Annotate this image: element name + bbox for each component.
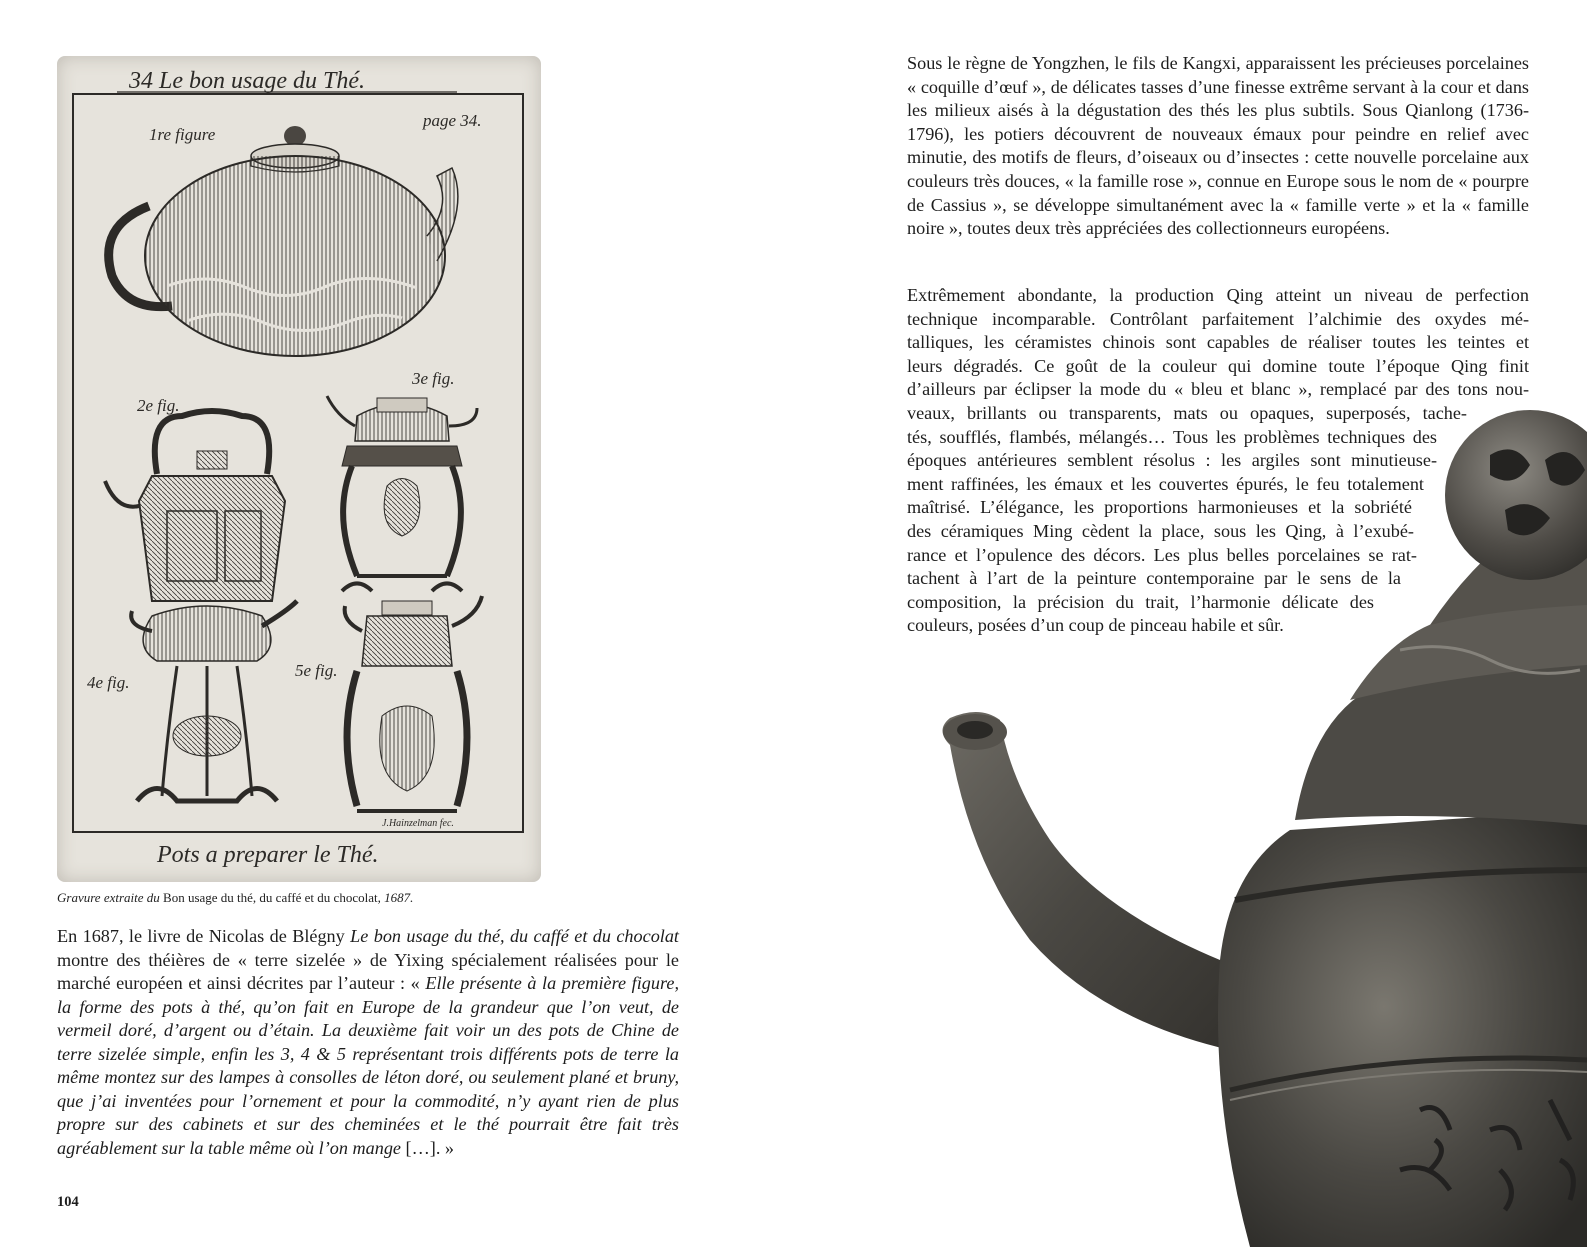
right-paragraph-2 (907, 284, 1529, 638)
engraving-fig4-label: 4e fig. (87, 673, 130, 692)
engraving-fig1-label: 1re figure (149, 125, 216, 144)
right-paragraph-2-line: veaux, brillants ou transparents, mats ou opaques, superposés, tache- (907, 402, 1467, 423)
right-paragraph-2-line: talliques, les céramistes chinois sont capables de réaliser toutes les teintes et (907, 332, 1529, 353)
right-paragraph-2-line: technique incomparable. Contrôlant parfaitement l’alchimie des oxydes mé- (907, 308, 1529, 329)
teapot-figure-1 (109, 126, 458, 356)
left-paragraph (57, 925, 679, 1160)
caption-prefix: Gravure extraite du (57, 890, 160, 905)
engraving-signature: J.Hainzelman fec. (382, 818, 454, 829)
engraving-fig3-label: 3e fig. (412, 369, 455, 388)
right-paragraph-1: Sous le règne de Yongzhen, le fils de Kangxi, apparaissent les précieuses porcelaines « coquille d’œuf », de délicates tasses d’une finesse extrême servant à la cour et dans les milieux aisés à la dégustation des thés les plus subtils. Sous Qianlong (1736-1796), les potiers découvrent de nouveaux émaux pour peindre en relief avec minutie, des motifs de fleurs, d’oiseaux ou d’insectes : cette nouvelle porcelaine aux couleurs très douces, « la famille rose », connue en Europe sous le nom de « pourpre de Cassius », se développe simultanément avec la « famille verte » et la « famille noire », toutes deux très appréciées des collectionneurs européens. (907, 53, 1529, 239)
left-paragraph-intro: En 1687, le livre de Nicolas de Blégny (57, 926, 351, 946)
teapot-figure-5 (345, 596, 482, 811)
caption-suffix: , 1687. (377, 890, 414, 905)
engraving-footer: Pots a preparer le Thé. (157, 842, 379, 868)
teapot-figure-2 (105, 411, 285, 601)
right-paragraph-2-line: des céramiques Ming cèdent la place, sous les Qing, à l’exubé- (907, 520, 1414, 541)
engraving-fig5-label: 5e fig. (295, 661, 338, 680)
right-paragraph-2-line: composition, la précision du trait, l’harmonie délicate des (907, 591, 1374, 612)
right-paragraph-2-line: tachent à l’art de la peinture contemporaine par le sens de la (907, 568, 1401, 589)
right-paragraph-2-line: Extrêmement abondante, la production Qing atteint un niveau de perfection (907, 285, 1529, 305)
engraving-page-label: page 34. (423, 111, 482, 130)
page-number: 104 (57, 1194, 79, 1210)
right-paragraph-2-line: rance et l’opulence des décors. Les plus belles porcelaines se rat- (907, 544, 1417, 565)
left-paragraph-end: […]. » (400, 1137, 455, 1158)
engraving-header: 34 Le bon usage du Thé. (129, 68, 365, 94)
right-paragraph-2-line: époques antérieures semblent résolus : les argiles sont minutieuse- (907, 450, 1437, 471)
right-paragraph-2-line: couleurs, posées d’un coup de pinceau habile et sûr. (907, 615, 1284, 636)
teapot-figure-4 (131, 601, 297, 801)
left-paragraph-quote: Elle présente à la première figure, la forme des pots à thé, qu’on fait en Europe de la grandeur que l’on veut, de vermeil doré, d’argent ou d’étain. La deuxième fait voir un des pots de Chine de terre sizelée simple, enfin les 3, 4 & 5 représentant trois différents pots de terre la même montez sur des lampes à consolles de léton doré, ou seulement plané et bruny, que j’ai inventées pour l’ornement et pour la commodité, n’y ayant rien de plus propre sur des cabinets et sur des cheminées et le thé pourrait être fait très agréablement sur la table même où l’on mange (57, 973, 679, 1158)
left-paragraph-book-title: Le bon usage du thé, du caffé et du chocolat (350, 926, 679, 946)
teapot-figure-3 (327, 396, 477, 591)
right-paragraph-2-line: d’ailleurs par éclipser la mode du « bleu et blanc », remplacé par des tons nou- (907, 379, 1529, 400)
right-paragraph-2-line: maîtrisé. L’élégance, les proportions harmonieuses et la sobriété (907, 497, 1412, 518)
engraving-illustration (57, 56, 541, 882)
right-paragraph-2-line: leurs dégradés. Ce goût de la couleur qui domine toute l’époque Qing finit (907, 355, 1529, 376)
caption-book-title: Bon usage du thé, du caffé et du chocolat (159, 890, 378, 905)
left-paragraph-middle: montre des théières de « terre sizelée » de Yixing spécialement réalisées pour le marché européen et ainsi décrites par l’auteur : « (57, 949, 679, 993)
engraving-fig2-label: 2e fig. (137, 396, 180, 415)
engraving-drawing (57, 56, 541, 882)
engraving-caption (57, 890, 657, 906)
right-paragraph-2-line: ment raffinées, les émaux et les couvertes épurés, le feu totalement (907, 473, 1424, 494)
right-paragraph-2-line: tés, soufflés, flambés, mélangés… Tous les problèmes techniques des (907, 426, 1437, 447)
